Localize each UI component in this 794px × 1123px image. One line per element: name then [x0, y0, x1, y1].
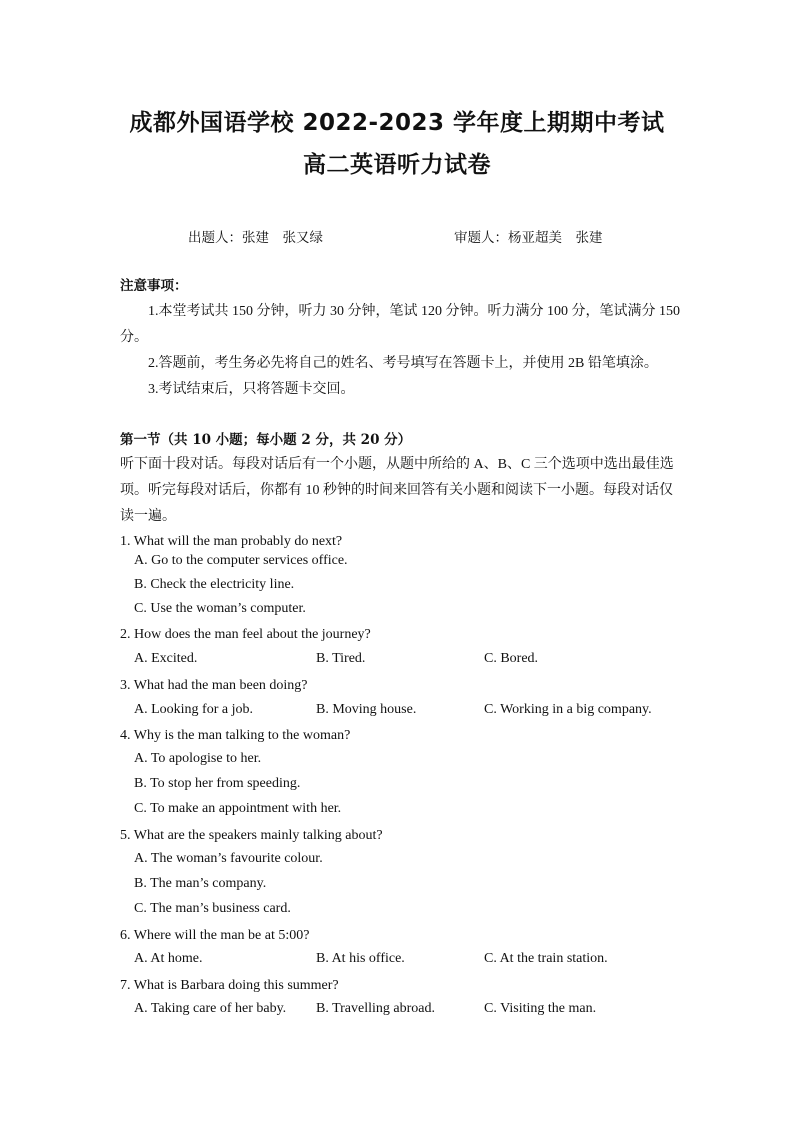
q3-option-b: B. Moving house.: [316, 702, 417, 717]
reviewer-line: 审题人：杨亚超美 张建: [454, 230, 603, 245]
note-item-2: 2.答题前，考生务必先将自己的姓名、考号填写在答题卡上，并使用 2B 铅笔填涂。: [148, 356, 658, 371]
q5-option-b: B. The man’s company.: [134, 876, 267, 891]
exam-title: 成都外国语学校 2022-2023 学年度上期期中考试: [129, 110, 665, 136]
q4-option-c: C. To make an appointment with her.: [134, 801, 342, 816]
section-heading: 第一节（共 10 小题；每小题 2 分，共 20 分）: [120, 432, 412, 448]
q7-option-c: C. Visiting the man.: [484, 1001, 597, 1016]
q4-option-b: B. To stop her from speeding.: [134, 776, 301, 791]
section-intro-1: 听下面十段对话。每段对话后有一个小题，从题中所给的 A、B、C 三个选项中选出最佳选: [120, 457, 674, 472]
q1-option-c: C. Use the woman’s computer.: [134, 601, 306, 616]
note-item-1-cont: 分。: [120, 330, 148, 345]
q3-option-c: C. Working in a big company.: [484, 702, 652, 717]
section-intro-3: 读一遍。: [120, 509, 176, 524]
exam-subtitle: 高二英语听力试卷: [303, 152, 491, 178]
setter-line: 出题人：张建 张又绿: [188, 230, 323, 245]
q7-option-a: A. Taking care of her baby.: [134, 1001, 287, 1016]
q2-option-a: A. Excited.: [134, 651, 198, 666]
q3-option-a: A. Looking for a job.: [134, 702, 253, 717]
question-6: 6. Where will the man be at 5:00?: [120, 928, 310, 943]
q6-option-b: B. At his office.: [316, 951, 405, 966]
question-2: 2. How does the man feel about the journey?: [120, 627, 371, 642]
section-intro-2: 项。听完每段对话后，你都有 10 秒钟的时间来回答有关小题和阅读下一小题。每段对话仅: [120, 483, 673, 498]
question-3: 3. What had the man been doing?: [120, 678, 308, 693]
question-1: 1. What will the man probably do next?: [120, 534, 343, 549]
q4-option-a: A. To apologise to her.: [134, 751, 262, 766]
q2-option-c: C. Bored.: [484, 651, 539, 666]
note-item-1: 1.本堂考试共 150 分钟，听力 30 分钟，笔试 120 分钟。听力满分 100 分，笔试满分 150: [148, 304, 680, 319]
notes-heading: 注意事项：: [120, 278, 188, 294]
q2-option-b: B. Tired.: [316, 651, 366, 666]
q1-option-b: B. Check the electricity line.: [134, 577, 295, 592]
q7-option-b: B. Travelling abroad.: [316, 1001, 435, 1016]
q5-option-a: A. The woman’s favourite colour.: [134, 851, 323, 866]
q6-option-c: C. At the train station.: [484, 951, 608, 966]
note-item-3: 3.考试结束后，只将答题卡交回。: [148, 382, 355, 397]
q6-option-a: A. At home.: [134, 951, 203, 966]
q1-option-a: A. Go to the computer services office.: [134, 553, 348, 568]
question-7: 7. What is Barbara doing this summer?: [120, 978, 339, 993]
question-5: 5. What are the speakers mainly talking about?: [120, 828, 383, 843]
question-4: 4. Why is the man talking to the woman?: [120, 728, 351, 743]
q5-option-c: C. The man’s business card.: [134, 901, 291, 916]
